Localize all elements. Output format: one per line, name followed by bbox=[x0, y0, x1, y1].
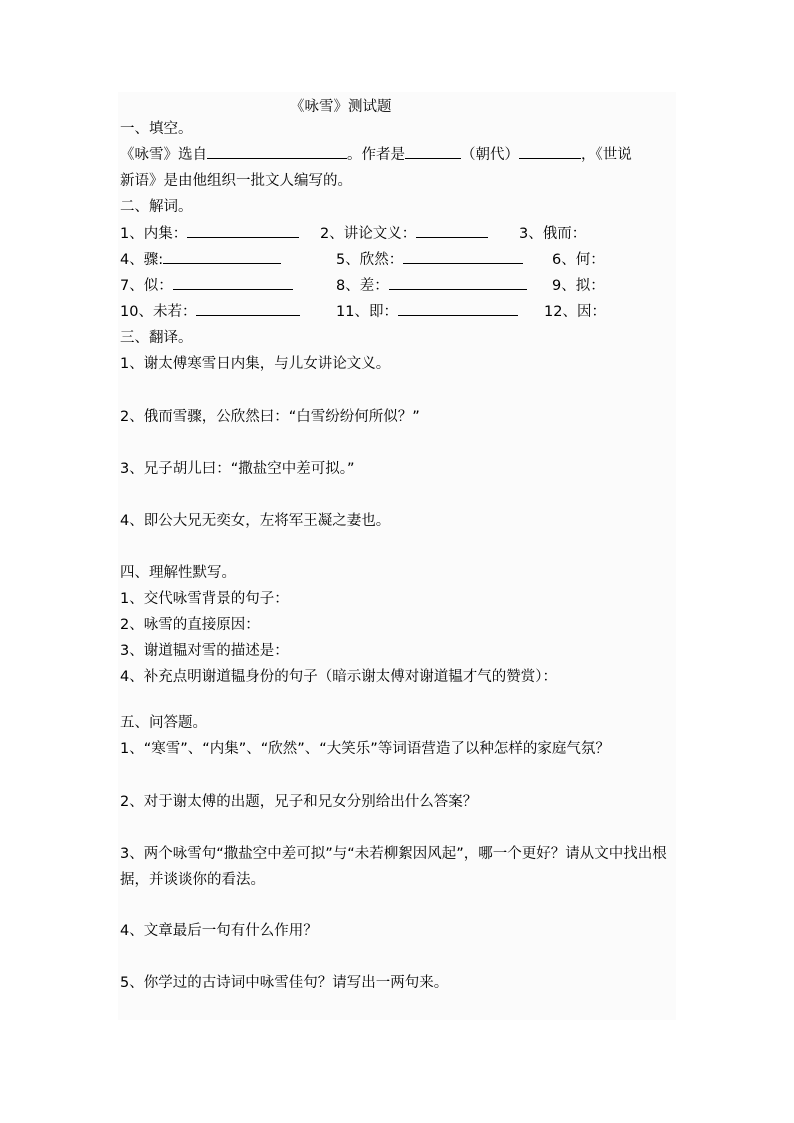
section-2-heading: 二、解词。 bbox=[120, 199, 193, 215]
vocab-label: 9、拟： bbox=[552, 278, 605, 294]
vocab-row-4 bbox=[120, 301, 300, 323]
vocab-row-3-b bbox=[336, 275, 527, 297]
translate-question: 2、俄而雪骤，公欣然曰：“白雪纷纷何所似？” bbox=[120, 409, 420, 425]
vocab-row-1-b bbox=[320, 223, 488, 245]
vocab-label: 11、即： bbox=[336, 304, 398, 320]
translate-question: 4、即公大兄无奕女，左将军王凝之妻也。 bbox=[120, 513, 391, 529]
vocab-label: 8、差： bbox=[336, 278, 389, 294]
essay-question: 5、你学过的古诗词中咏雪佳句？请写出一两句来。 bbox=[120, 975, 449, 991]
section-5-heading: 五、问答题。 bbox=[120, 715, 207, 731]
essay-question: 4、文章最后一句有什么作用？ bbox=[120, 923, 318, 939]
vocab-row-3 bbox=[120, 275, 293, 297]
blank-author[interactable] bbox=[405, 144, 461, 159]
essay-question: 3、两个咏雪句“撒盐空中差可拟”与“未若柳絮因风起”，哪一个更好？请从文中找出根 bbox=[120, 846, 667, 862]
dictation-question: 2、咏雪的直接原因： bbox=[120, 617, 260, 633]
vocab-label: 3、俄而： bbox=[519, 226, 587, 242]
fill-blank-text-b: 。作者是 bbox=[347, 147, 405, 163]
vocab-blank[interactable] bbox=[398, 301, 518, 316]
vocab-blank[interactable] bbox=[416, 223, 488, 238]
vocab-label: 5、欣然： bbox=[336, 252, 404, 268]
fill-blank-text-a: 《咏雪》选自 bbox=[120, 147, 207, 163]
vocab-label: 10、未若： bbox=[120, 304, 197, 320]
essay-question-continued: 据，并谈谈你的看法。 bbox=[120, 872, 265, 888]
fill-blank-line-1 bbox=[120, 144, 632, 166]
vocab-blank[interactable] bbox=[389, 275, 527, 290]
vocab-label: 2、讲论文义： bbox=[320, 226, 417, 242]
vocab-blank[interactable] bbox=[196, 301, 300, 316]
vocab-blank[interactable] bbox=[187, 223, 299, 238]
fill-blank-text-c: （朝代） bbox=[461, 147, 519, 163]
dictation-question: 4、补充点明谢道韫身份的句子（暗示谢太傅对谢道韫才气的赞赏）： bbox=[120, 669, 557, 685]
translate-question: 1、谢太傅寒雪日内集，与儿女讲论文义。 bbox=[120, 356, 391, 372]
essay-question: 1、“寒雪”、“内集”、“欣然”、“大笑乐”等词语营造了以种怎样的家庭气氛？ bbox=[120, 741, 610, 757]
vocab-blank[interactable] bbox=[173, 275, 293, 290]
fill-blank-line-2: 新语》是由他组织一批文人编写的。 bbox=[120, 173, 352, 189]
vocab-row-1 bbox=[120, 223, 299, 245]
essay-question: 2、对于谢太傅的出题，兄子和兄女分别给出什么答案？ bbox=[120, 794, 478, 810]
vocab-row-2-b bbox=[336, 249, 523, 271]
blank-source-book[interactable] bbox=[207, 144, 347, 159]
vocab-label: 4、骤: bbox=[120, 252, 164, 268]
dictation-question: 1、交代咏雪背景的句子： bbox=[120, 591, 289, 607]
vocab-label: 12、因： bbox=[544, 304, 606, 320]
vocab-label: 1、内集： bbox=[120, 226, 188, 242]
vocab-blank[interactable] bbox=[403, 249, 523, 264]
vocab-row-4-b bbox=[336, 301, 518, 323]
vocab-row-2 bbox=[120, 249, 281, 271]
vocab-label: 7、似： bbox=[120, 278, 173, 294]
vocab-blank[interactable] bbox=[163, 249, 281, 264]
page-title: 《咏雪》测试题 bbox=[290, 99, 392, 115]
fill-blank-text-d: ，《世说 bbox=[581, 147, 632, 163]
blank-dynasty[interactable] bbox=[519, 144, 581, 159]
dictation-question: 3、谢道韫对雪的描述是： bbox=[120, 643, 289, 659]
section-1-heading: 一、填空。 bbox=[120, 121, 193, 137]
section-4-heading: 四、理解性默写。 bbox=[120, 565, 236, 581]
translate-question: 3、兄子胡儿曰：“撒盐空中差可拟。” bbox=[120, 461, 355, 477]
vocab-label: 6、何： bbox=[552, 252, 605, 268]
section-3-heading: 三、翻译。 bbox=[120, 330, 193, 346]
